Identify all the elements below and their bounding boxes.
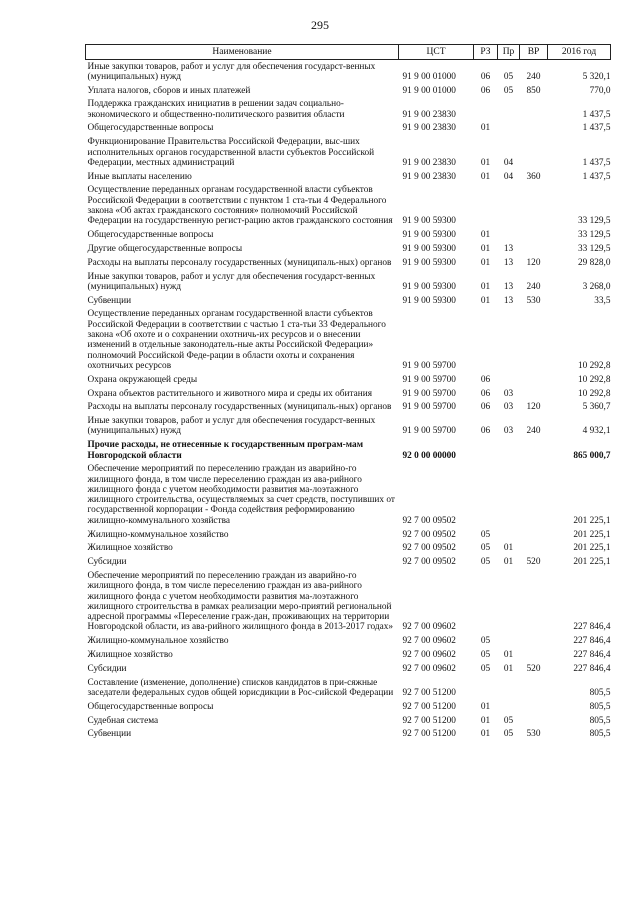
- cell-cst: 92 7 00 09502: [402, 529, 456, 540]
- table-row: [86, 308, 611, 373]
- cell-name: Иные закупки товаров, работ и услуг для обеспечения государст-венных (муниципальных) нужд: [87, 61, 376, 82]
- cell-vr: [520, 122, 548, 136]
- cell-vr: [520, 635, 548, 649]
- cell-rz: 06: [480, 426, 491, 437]
- cell-sum: 865 000,7: [573, 450, 611, 461]
- cell-cst: 91 9 00 59700: [402, 388, 456, 399]
- table-row: [86, 649, 611, 663]
- cell-sum: 33 129,5: [577, 243, 611, 254]
- cell-cst: 92 7 00 09602: [402, 663, 456, 674]
- cell-cst: 92 0 00 00000: [402, 450, 456, 461]
- table-row: [86, 229, 611, 243]
- cell-name: Осуществление переданных органам государственной власти субъектов Российской Федерации в соответствии с частью 1 ста-тьи 33 Федерального закона «Об охоте и о сохранении охотничь-их ресурсов и о внесении изменений в отдельные законодатель-ные акты Российской Федерации» полномочий Российской Феде-рации в области охоты и сохранения охотничьих ресурсов: [87, 309, 386, 371]
- table-row: [86, 170, 611, 184]
- cell-vr: 850: [526, 85, 541, 96]
- cell-name: Жилищно-коммунальное хозяйство: [87, 529, 229, 540]
- cell-rz: [474, 184, 498, 229]
- cell-sum: 805,5: [589, 701, 611, 712]
- cell-cst: 92 7 00 51200: [402, 687, 456, 698]
- cell-rz: 05: [480, 557, 491, 568]
- cell-vr: [520, 229, 548, 243]
- budget-table: [85, 44, 611, 742]
- cell-pr: 13: [503, 281, 514, 292]
- cell-cst: 92 7 00 51200: [402, 701, 456, 712]
- cell-pr: [498, 528, 520, 542]
- cell-pr: [498, 700, 520, 714]
- cell-cst: 91 9 00 23830: [402, 109, 456, 120]
- cell-cst: 91 9 00 59300: [402, 243, 456, 254]
- cell-pr: [498, 635, 520, 649]
- cell-sum: 5 320,1: [582, 71, 611, 82]
- cell-sum: 33,5: [594, 295, 611, 306]
- cell-rz: 06: [480, 374, 491, 385]
- cell-cst: 92 7 00 09502: [402, 543, 456, 554]
- cell-pr: 13: [503, 243, 514, 254]
- cell-sum: 1 437,5: [582, 109, 611, 120]
- cell-sum: 10 292,8: [577, 374, 611, 385]
- cell-sum: 1 437,5: [582, 123, 611, 134]
- cell-sum: 201 225,1: [573, 543, 611, 554]
- cell-sum: 227 846,4: [573, 622, 611, 633]
- cell-name: Прочие расходы, не отнесенные к государственным програм-мам Новгородской области: [87, 440, 364, 461]
- table-row: [86, 714, 611, 728]
- cell-pr: [498, 122, 520, 136]
- cell-cst: 91 9 00 59700: [402, 360, 456, 371]
- cell-rz: [474, 308, 498, 373]
- cell-name: Иные закупки товаров, работ и услуг для обеспечения государст-венных (муниципальных) нужд: [87, 416, 376, 437]
- cell-cst: 92 7 00 51200: [402, 729, 456, 740]
- cell-name: Общегосударственные вопросы: [87, 123, 214, 134]
- cell-cst: 91 9 00 59300: [402, 216, 456, 227]
- cell-pr: 04: [503, 171, 514, 182]
- cell-pr: 03: [503, 402, 514, 413]
- cell-pr: [498, 184, 520, 229]
- cell-pr: [498, 676, 520, 700]
- page-number: 295: [311, 18, 329, 32]
- cell-vr: 120: [526, 402, 541, 413]
- table-row: [86, 98, 611, 122]
- cell-sum: 33 129,5: [577, 216, 611, 227]
- header-name: Наименование: [86, 45, 399, 60]
- cell-rz: 01: [480, 171, 491, 182]
- cell-vr: [520, 387, 548, 401]
- cell-pr: [498, 308, 520, 373]
- table-row: [86, 700, 611, 714]
- cell-sum: 805,5: [589, 687, 611, 698]
- cell-sum: 227 846,4: [573, 650, 611, 661]
- cell-pr: 01: [503, 543, 514, 554]
- cell-name: Осуществление переданных органам государственной власти субъектов Российской Федерации в соответствии с пунктом 1 ста-тьи 4 Федерального закона «Об актах гражданского состояния» полномочий Российской Федерации на государственную регист-рацию актов гражданского состояния: [87, 185, 393, 227]
- table-row: [86, 270, 611, 294]
- cell-rz: [474, 439, 498, 463]
- cell-rz: 05: [480, 543, 491, 554]
- cell-name: Обеспечение мероприятий по переселению граждан из аварийно-го жилищного фонда, в том числе переселению граждан из ава-рийного жилищного фонда с учетом необходимости развития ма-лоэтажного жилищного строительства в рамках реализации меро-приятий региональной адресной программы «Переселение граж-дан, проживающих на территории Новгородской области, из ава-рийного жилищного фонда в 2013-2017 годах»: [87, 570, 394, 633]
- cell-name: Жилищное хозяйство: [87, 543, 173, 554]
- cell-rz: 05: [480, 636, 491, 647]
- cell-rz: 05: [480, 529, 491, 540]
- header-sum: 2016 год: [548, 45, 611, 60]
- cell-cst: 91 9 00 23830: [402, 123, 456, 134]
- header-vr: ВР: [520, 45, 548, 60]
- cell-cst: 92 7 00 51200: [402, 715, 456, 726]
- cell-pr: 05: [503, 71, 514, 82]
- cell-name: Субсидии: [87, 557, 127, 568]
- cell-name: Другие общегосударственные вопросы: [87, 243, 243, 254]
- table-body: [86, 60, 611, 742]
- cell-sum: 1 437,5: [582, 171, 611, 182]
- table-row: [86, 136, 611, 170]
- cell-cst: 91 9 00 59300: [402, 295, 456, 306]
- cell-pr: 01: [503, 557, 514, 568]
- cell-vr: [520, 676, 548, 700]
- cell-rz: 05: [480, 663, 491, 674]
- cell-pr: [498, 439, 520, 463]
- cell-cst: 91 9 00 59700: [402, 426, 456, 437]
- cell-rz: 01: [480, 701, 491, 712]
- cell-name: Расходы на выплаты персоналу государственных (муниципаль-ных) органов: [87, 257, 392, 268]
- cell-rz: 01: [480, 157, 491, 168]
- cell-name: Охрана окружающей среды: [87, 374, 198, 385]
- cell-cst: 91 9 00 59300: [402, 281, 456, 292]
- cell-vr: [520, 714, 548, 728]
- table-row: [86, 635, 611, 649]
- cell-vr: 530: [526, 295, 541, 306]
- cell-name: Субсидии: [87, 663, 127, 674]
- cell-sum: 5 360,7: [582, 402, 611, 413]
- cell-cst: 91 9 00 59300: [402, 230, 456, 241]
- table-row: [86, 373, 611, 387]
- cell-cst: 92 7 00 09602: [402, 636, 456, 647]
- cell-name: Судебная система: [87, 715, 159, 726]
- cell-rz: 01: [480, 295, 491, 306]
- cell-vr: 530: [526, 729, 541, 740]
- cell-rz: 06: [480, 402, 491, 413]
- cell-pr: 13: [503, 295, 514, 306]
- cell-vr: [520, 700, 548, 714]
- cell-rz: 01: [480, 230, 491, 241]
- table-row: [86, 662, 611, 676]
- table-row: [86, 728, 611, 742]
- cell-rz: 01: [480, 281, 491, 292]
- table-row: [86, 556, 611, 570]
- cell-vr: [520, 569, 548, 634]
- cell-vr: [520, 542, 548, 556]
- cell-cst: 91 9 00 01000: [402, 71, 456, 82]
- table-row: [86, 60, 611, 85]
- cell-vr: 360: [526, 171, 541, 182]
- cell-sum: 1 437,5: [582, 157, 611, 168]
- cell-vr: 240: [526, 281, 541, 292]
- cell-sum: 10 292,8: [577, 388, 611, 399]
- cell-rz: 06: [480, 71, 491, 82]
- header-row: [86, 45, 611, 60]
- table-row: [86, 184, 611, 229]
- cell-cst: 91 9 00 59700: [402, 402, 456, 413]
- cell-sum: 227 846,4: [573, 663, 611, 674]
- cell-rz: 06: [480, 388, 491, 399]
- cell-cst: 91 9 00 23830: [402, 157, 456, 168]
- cell-vr: [520, 649, 548, 663]
- cell-pr: 05: [503, 85, 514, 96]
- table-row: [86, 415, 611, 439]
- cell-sum: 201 225,1: [573, 557, 611, 568]
- cell-name: Уплата налогов, сборов и иных платежей: [87, 85, 251, 96]
- cell-vr: [520, 136, 548, 170]
- cell-cst: 92 7 00 09502: [402, 557, 456, 568]
- cell-pr: 01: [503, 650, 514, 661]
- cell-rz: [474, 676, 498, 700]
- cell-sum: 10 292,8: [577, 360, 611, 371]
- cell-name: Жилищное хозяйство: [87, 650, 173, 661]
- cell-vr: 240: [526, 426, 541, 437]
- cell-sum: 227 846,4: [573, 636, 611, 647]
- cell-vr: [520, 463, 548, 528]
- table-row: [86, 294, 611, 308]
- table-row: [86, 401, 611, 415]
- table-row: [86, 242, 611, 256]
- cell-sum: 201 225,1: [573, 515, 611, 526]
- cell-rz: 06: [480, 85, 491, 96]
- cell-pr: 13: [503, 257, 514, 268]
- cell-name: Общегосударственные вопросы: [87, 701, 214, 712]
- table-row: [86, 256, 611, 270]
- cell-name: Иные закупки товаров, работ и услуг для обеспечения государст-венных (муниципальных) нужд: [87, 271, 376, 292]
- cell-rz: [474, 463, 498, 528]
- cell-cst: 92 7 00 09602: [402, 650, 456, 661]
- cell-rz: 05: [480, 650, 491, 661]
- header-cst: ЦСТ: [399, 45, 474, 60]
- cell-vr: [520, 98, 548, 122]
- cell-sum: 770,0: [589, 85, 611, 96]
- cell-name: Субвенции: [87, 295, 132, 306]
- cell-cst: 92 7 00 09502: [402, 515, 456, 526]
- cell-pr: 04: [503, 157, 514, 168]
- table-row: [86, 542, 611, 556]
- cell-pr: 01: [503, 663, 514, 674]
- header-pr: Пр: [498, 45, 520, 60]
- cell-vr: [520, 242, 548, 256]
- cell-rz: 01: [480, 257, 491, 268]
- cell-pr: 05: [503, 729, 514, 740]
- cell-sum: 201 225,1: [573, 529, 611, 540]
- cell-rz: 01: [480, 123, 491, 134]
- cell-vr: 520: [526, 557, 541, 568]
- cell-vr: 520: [526, 663, 541, 674]
- cell-pr: 05: [503, 715, 514, 726]
- cell-vr: [520, 528, 548, 542]
- table-header: [86, 45, 611, 60]
- table-row: [86, 387, 611, 401]
- cell-name: Общегосударственные вопросы: [87, 230, 214, 241]
- cell-sum: 4 932,1: [582, 426, 611, 437]
- cell-cst: 91 9 00 59300: [402, 257, 456, 268]
- table-row: [86, 569, 611, 634]
- cell-vr: [520, 308, 548, 373]
- table-row: [86, 122, 611, 136]
- cell-name: Обеспечение мероприятий по переселению граждан из аварийно-го жилищного фонда, в том числе переселению граждан из ава-рийного жилищного фонда с учетом необходимости развития ма-лоэтажного жилищного строительства, осуществляемых за счет средств, поступивших от государственной корпорации - Фонда содействия реформированию жилищно-коммунального хозяйства: [87, 464, 395, 526]
- cell-cst: 91 9 00 23830: [402, 171, 456, 182]
- cell-pr: 03: [503, 388, 514, 399]
- cell-pr: [498, 229, 520, 243]
- table-row: [86, 528, 611, 542]
- cell-rz: [474, 98, 498, 122]
- cell-sum: 3 268,0: [582, 281, 611, 292]
- cell-rz: 01: [480, 729, 491, 740]
- cell-rz: 01: [480, 243, 491, 254]
- cell-name: Субвенции: [87, 729, 132, 740]
- cell-vr: 120: [526, 257, 541, 268]
- cell-vr: [520, 439, 548, 463]
- cell-pr: 03: [503, 426, 514, 437]
- cell-name: Расходы на выплаты персоналу государственных (муниципаль-ных) органов: [87, 402, 392, 413]
- table-row: [86, 84, 611, 98]
- cell-pr: [498, 463, 520, 528]
- table-row: [86, 676, 611, 700]
- cell-name: Функционирование Правительства Российской Федерации, выс-ших исполнительных органов государственной власти субъектов Российской Федерации, местных администраций: [87, 137, 375, 168]
- cell-rz: [474, 569, 498, 634]
- cell-name: Иные выплаты населению: [87, 171, 192, 182]
- table-row: [86, 463, 611, 528]
- cell-rz: 01: [480, 715, 491, 726]
- cell-sum: 33 129,5: [577, 230, 611, 241]
- table-row: [86, 439, 611, 463]
- cell-pr: [498, 569, 520, 634]
- cell-sum: 805,5: [589, 715, 611, 726]
- cell-vr: [520, 373, 548, 387]
- cell-vr: 240: [526, 71, 541, 82]
- cell-cst: 91 9 00 01000: [402, 85, 456, 96]
- cell-name: Жилищно-коммунальное хозяйство: [87, 636, 229, 647]
- cell-vr: [520, 184, 548, 229]
- cell-pr: [498, 98, 520, 122]
- header-rz: РЗ: [474, 45, 498, 60]
- cell-cst: 92 7 00 09602: [402, 622, 456, 633]
- cell-name: Поддержка гражданских инициатив в решении задач социально-экономического и общественно-политического развития области: [87, 99, 345, 120]
- cell-name: Охрана объектов растительного и животного мира и среды их обитания: [87, 388, 372, 399]
- cell-cst: 91 9 00 59700: [402, 374, 456, 385]
- cell-name: Составление (изменение, дополнение) списков кандидатов в при-сяжные заседатели федеральных судов общей юрисдикции в Рос-сийской Федерации: [87, 677, 394, 698]
- cell-sum: 805,5: [589, 729, 611, 740]
- cell-pr: [498, 373, 520, 387]
- cell-sum: 29 828,0: [577, 257, 611, 268]
